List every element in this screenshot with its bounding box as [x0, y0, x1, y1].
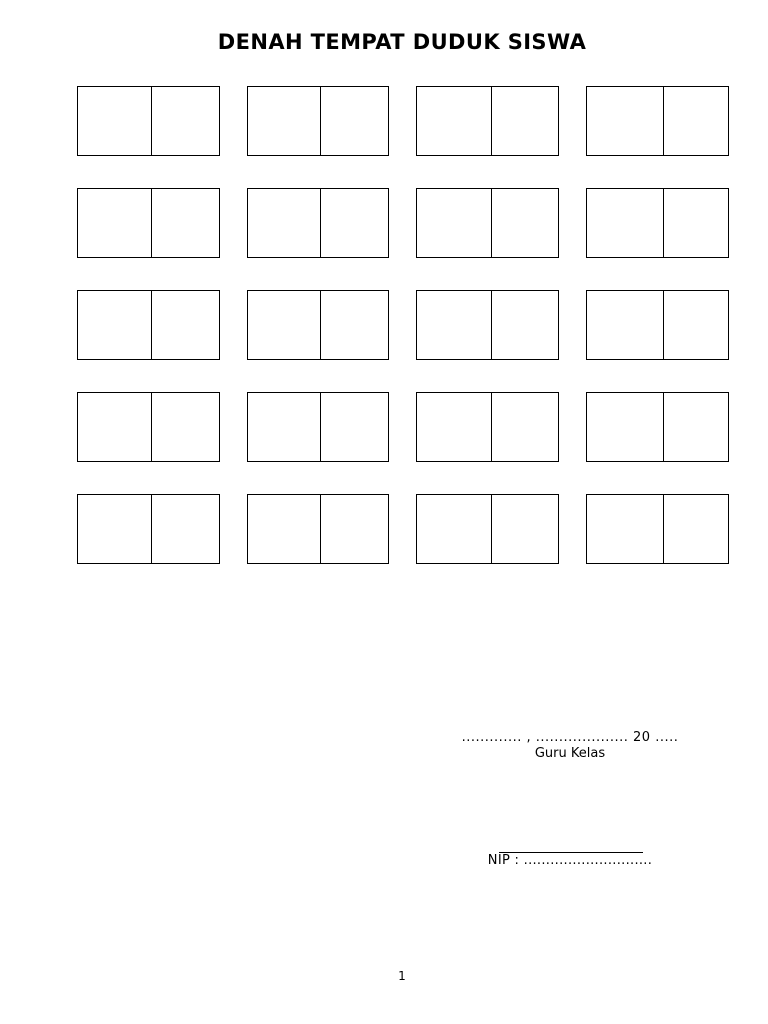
- seat-divider: [491, 87, 492, 155]
- desk: [247, 188, 389, 258]
- seat-divider: [320, 87, 321, 155]
- seat-divider: [151, 291, 152, 359]
- seat-divider: [320, 495, 321, 563]
- seat-divider: [663, 189, 664, 257]
- desk: [77, 290, 220, 360]
- seat-divider: [663, 291, 664, 359]
- desk: [77, 86, 220, 156]
- desk: [416, 86, 559, 156]
- page-title: DENAH TEMPAT DUDUK SISWA: [217, 30, 587, 54]
- seat-divider: [663, 87, 664, 155]
- seat-divider: [491, 189, 492, 257]
- seat-divider: [151, 495, 152, 563]
- desk: [77, 494, 220, 564]
- desk: [247, 494, 389, 564]
- seat-divider: [491, 495, 492, 563]
- seat-divider: [320, 291, 321, 359]
- desk: [77, 392, 220, 462]
- desk: [586, 188, 729, 258]
- desk: [416, 290, 559, 360]
- seat-divider: [151, 393, 152, 461]
- signer-role: Guru Kelas: [534, 746, 606, 761]
- seat-divider: [491, 291, 492, 359]
- desk: [586, 290, 729, 360]
- desk: [586, 494, 729, 564]
- page-number: 1: [398, 969, 406, 983]
- desk: [416, 188, 559, 258]
- seat-divider: [151, 189, 152, 257]
- nip-field: NIP : .............................: [487, 853, 653, 868]
- seat-divider: [663, 393, 664, 461]
- seat-divider: [320, 393, 321, 461]
- desk: [586, 86, 729, 156]
- desk: [247, 392, 389, 462]
- desk: [247, 86, 389, 156]
- seat-divider: [491, 393, 492, 461]
- desk: [416, 392, 559, 462]
- desk: [416, 494, 559, 564]
- desk: [586, 392, 729, 462]
- place-date-line: ............. , .................... 20 .....: [461, 730, 679, 745]
- desk: [77, 188, 220, 258]
- desk: [247, 290, 389, 360]
- seat-divider: [320, 189, 321, 257]
- seat-divider: [663, 495, 664, 563]
- seat-divider: [151, 87, 152, 155]
